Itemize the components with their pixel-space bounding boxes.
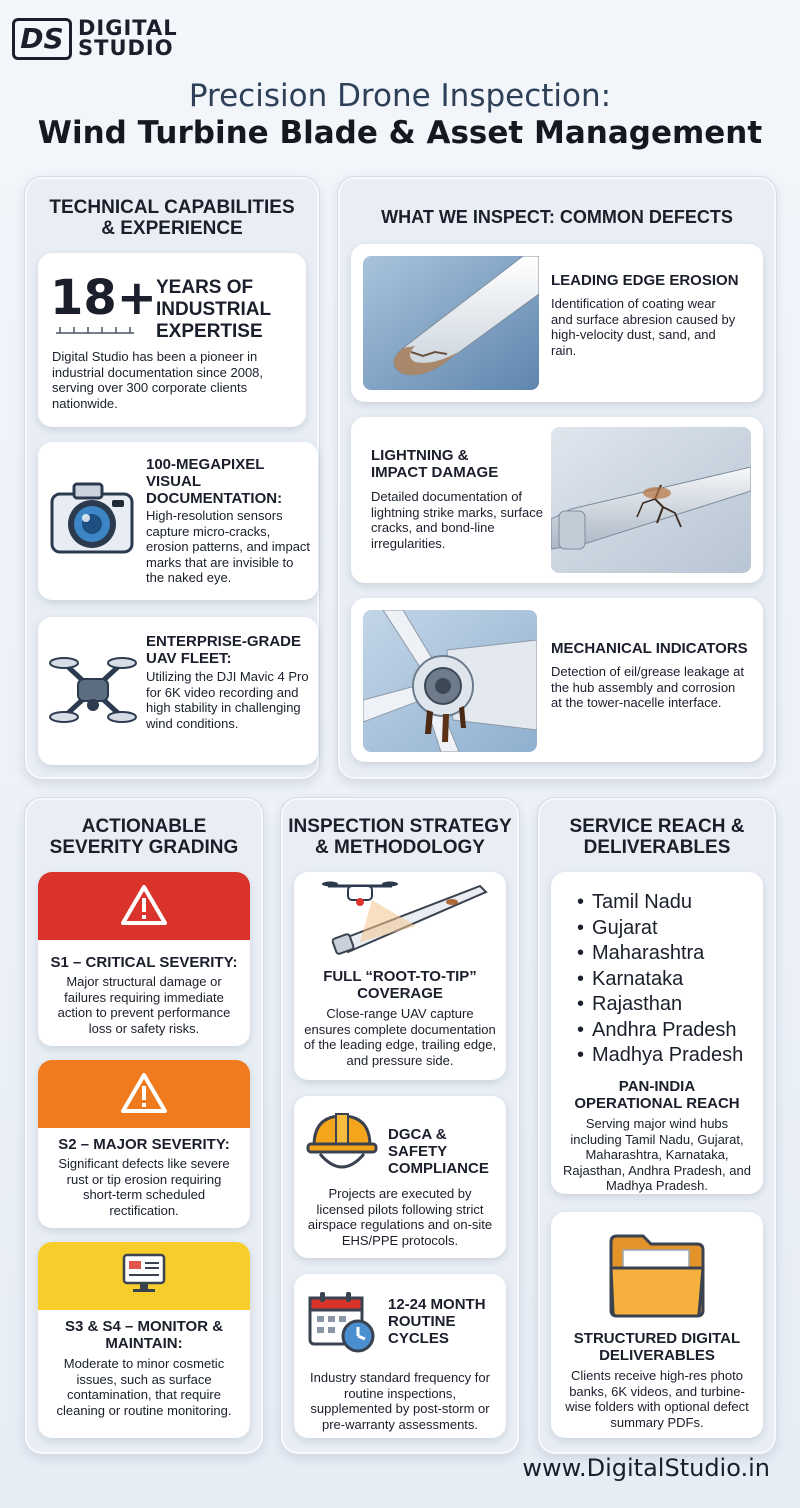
reach-card-deliverables: [551, 1212, 763, 1438]
technical-panel: [24, 176, 320, 780]
turbine-hub-image: [363, 610, 537, 752]
defect-body-erosion: Identification of coating wear and surface abresion caused by high-velocity dust, sand, and rain.: [551, 296, 736, 358]
technical-heading-line-2: & EXPERIENCE: [101, 218, 243, 239]
strategy-title-coverage-line-1: FULL “ROOT-TO-TIP”: [323, 968, 477, 985]
strategy-title-coverage: [294, 968, 506, 1002]
state-item: • Tamil Nadu: [577, 890, 743, 916]
strategy-heading: [281, 816, 519, 858]
calendar-clock-icon: [308, 1290, 376, 1354]
strategy-panel: [280, 797, 520, 1455]
state-item: • Maharashtra: [577, 941, 743, 967]
strategy-title-cycles-line-1: 12-24 MONTH: [388, 1296, 486, 1313]
severity-body-s1: Major structural damage or failures requiring immediate action to prevent performance loss or safety risks.: [57, 974, 231, 1036]
years-number: 18+: [50, 270, 158, 326]
defects-heading: WHAT WE INSPECT: COMMON DEFECTS: [381, 207, 733, 227]
camera-title-line-3: DOCUMENTATION:: [146, 490, 283, 507]
severity-heading-line-1: ACTIONABLE: [81, 816, 207, 837]
reach-card-states: [551, 872, 763, 1194]
state-item: • Gujarat: [577, 916, 743, 942]
warning-icon: [120, 884, 168, 926]
strategy-heading-line-1: INSPECTION STRATEGY: [288, 816, 512, 837]
severity-heading: [25, 816, 263, 858]
blade-erosion-image: [363, 256, 539, 390]
strategy-title-cycles: [388, 1296, 486, 1347]
severity-header-s3: [38, 1242, 250, 1310]
state-item: • Andhra Pradesh: [577, 1018, 743, 1044]
fleet-body: Utilizing the DJI Mavic 4 Pro for 6K video recording and high stability in challenging wind conditions.: [146, 669, 309, 731]
reach-heading-line-1: SERVICE REACH &: [569, 816, 745, 837]
strategy-card-cycles: [294, 1274, 506, 1438]
years-label-line-1: YEARS OF: [156, 277, 254, 298]
defect-card-lightning: [351, 417, 763, 583]
warning-icon: [120, 1072, 168, 1114]
severity-body-s3: Moderate to minor cosmetic issues, such as surface contamination, that require cleaning or routine monitoring.: [56, 1356, 232, 1418]
strategy-title-compliance-line-1: DGCA & SAFETY: [388, 1126, 448, 1160]
severity-panel: [24, 797, 264, 1455]
reach-heading-line-2: DELIVERABLES: [583, 837, 731, 858]
hard-hat-icon: [306, 1110, 378, 1176]
pan-india-title-line-2: OPERATIONAL REACH: [574, 1095, 740, 1112]
defects-panel: [337, 176, 777, 780]
state-item: • Madhya Pradesh: [577, 1043, 743, 1069]
reach-panel: [537, 797, 777, 1455]
years-body: Digital Studio has been a pioneer in industrial documentation since 2008, serving over 300 corporate clients nationwide.: [52, 349, 264, 411]
defect-title-lightning-line-1: LIGHTNING &: [371, 447, 469, 464]
strategy-title-compliance-line-2: COMPLIANCE: [388, 1160, 489, 1177]
defect-title-lightning: [371, 447, 498, 481]
severity-title-s2: S2 – MAJOR SEVERITY:: [58, 1136, 230, 1153]
defect-title-lightning-line-2: IMPACT DAMAGE: [371, 464, 499, 481]
strategy-card-coverage: [294, 872, 506, 1080]
camera-body: High-resolution sensors capture micro-cracks, erosion patterns, and impact marks that are invisible to the naked eye.: [146, 508, 311, 585]
brand-line-1: DIGITAL: [78, 16, 178, 40]
severity-title-s3-line-1: S3 & S4 – MONITOR &: [64, 1318, 224, 1335]
website-link[interactable]: www.DigitalStudio.in: [522, 1454, 770, 1482]
defect-body-mechanical: Detection of eil/grease leakage at the hub assembly and corrosion at the tower-nacelle interface.: [551, 664, 744, 710]
years-label-line-2: INDUSTRIAL: [156, 299, 272, 320]
logo-mark: DS: [12, 18, 72, 60]
fleet-title-line-1: ENTERPRISE-GRADE: [146, 633, 302, 650]
strategy-body-coverage: Close-range UAV capture ensures complete documentation of the leading edge, trailing edge, and pressure side.: [303, 1006, 497, 1068]
reach-heading: [538, 816, 776, 858]
deliverables-title: [551, 1330, 763, 1364]
severity-card-s2: [38, 1060, 250, 1228]
deliverables-body: Clients receive high-res photo banks, 6K videos, and turbine-wise folders with optional defect summary PDFs.: [565, 1368, 749, 1430]
years-label-line-3: EXPERTISE: [156, 321, 263, 342]
technical-heading-line-1: TECHNICAL CAPABILITIES: [49, 197, 295, 218]
drone-icon: [48, 647, 138, 733]
fleet-title-line-2: UAV FLEET:: [146, 650, 232, 667]
strategy-card-compliance: [294, 1096, 506, 1258]
title-line-1: Precision Drone Inspection:: [188, 78, 612, 114]
severity-body-s2: Significant defects like severe rust or tip erosion requiring short-term scheduled rectification.: [58, 1156, 230, 1218]
strategy-title-coverage-line-2: COVERAGE: [357, 985, 443, 1002]
state-item: • Rajasthan: [577, 992, 743, 1018]
severity-title-s3: [38, 1318, 250, 1352]
years-card: [38, 253, 306, 427]
years-label: [156, 277, 271, 343]
camera-title-line-2: VISUAL: [146, 473, 202, 490]
pan-india-body: Serving major wind hubs including Tamil Nadu, Gujarat, Maharashtra, Karnataka, Rajasthan, Andhra Pradesh, and Madhya Pradesh.: [563, 1116, 751, 1193]
fleet-title: [146, 633, 301, 667]
brand-line-2: STUDIO: [78, 36, 174, 60]
blade-lightning-image: [551, 427, 751, 573]
strategy-title-cycles-line-2: ROUTINE: [388, 1313, 456, 1330]
severity-title-s3-line-2: MAINTAIN:: [105, 1335, 183, 1352]
brand-name: [78, 18, 178, 58]
strategy-title-compliance: [388, 1126, 506, 1177]
pan-india-title: [551, 1078, 763, 1112]
strategy-body-cycles: Industry standard frequency for routine inspections, supplemented by post-storm or pre-warranty assessments.: [310, 1370, 490, 1432]
folder-icon: [607, 1228, 707, 1320]
camera-title: [146, 456, 282, 507]
ruler-icon: [56, 325, 134, 335]
pan-india-title-line-1: PAN-INDIA: [618, 1078, 696, 1095]
deliverables-title-line-2: DELIVERABLES: [599, 1347, 715, 1364]
monitor-icon: [121, 1252, 167, 1294]
defect-title-mechanical: MECHANICAL INDICATORS: [551, 640, 748, 657]
severity-card-s1: [38, 872, 250, 1046]
camera-title-line-1: 100-MEGAPIXEL: [146, 456, 265, 473]
defect-title-erosion: LEADING EDGE EROSION: [551, 272, 739, 289]
severity-header-s2: [38, 1060, 250, 1128]
defect-card-mechanical: [351, 598, 763, 762]
title-line-2: Wind Turbine Blade & Asset Management: [37, 115, 763, 151]
strategy-heading-line-2: & METHODOLOGY: [315, 837, 485, 858]
defect-card-erosion: [351, 244, 763, 402]
camera-card: [38, 442, 318, 600]
drone-blade-icon: [320, 880, 488, 958]
camera-icon: [50, 480, 134, 556]
deliverables-title-line-1: STRUCTURED DIGITAL: [573, 1330, 741, 1347]
strategy-title-cycles-line-3: CYCLES: [388, 1330, 449, 1347]
state-item: • Karnataka: [577, 967, 743, 993]
state-list: [577, 890, 743, 1069]
technical-heading: [25, 197, 319, 239]
defect-body-lightning: Detailed documentation of lightning strike marks, surface cracks, and bond-line irregularities.: [371, 489, 543, 551]
strategy-body-compliance: Projects are executed by licensed pilots following strict airspace regulations and on-site EHS/PPE protocols.: [307, 1186, 493, 1248]
severity-title-s1: S1 – CRITICAL SEVERITY:: [50, 954, 238, 971]
severity-heading-line-2: SEVERITY GRADING: [49, 837, 239, 858]
fleet-card: [38, 617, 318, 765]
severity-card-s3: [38, 1242, 250, 1438]
severity-header-s1: [38, 872, 250, 940]
